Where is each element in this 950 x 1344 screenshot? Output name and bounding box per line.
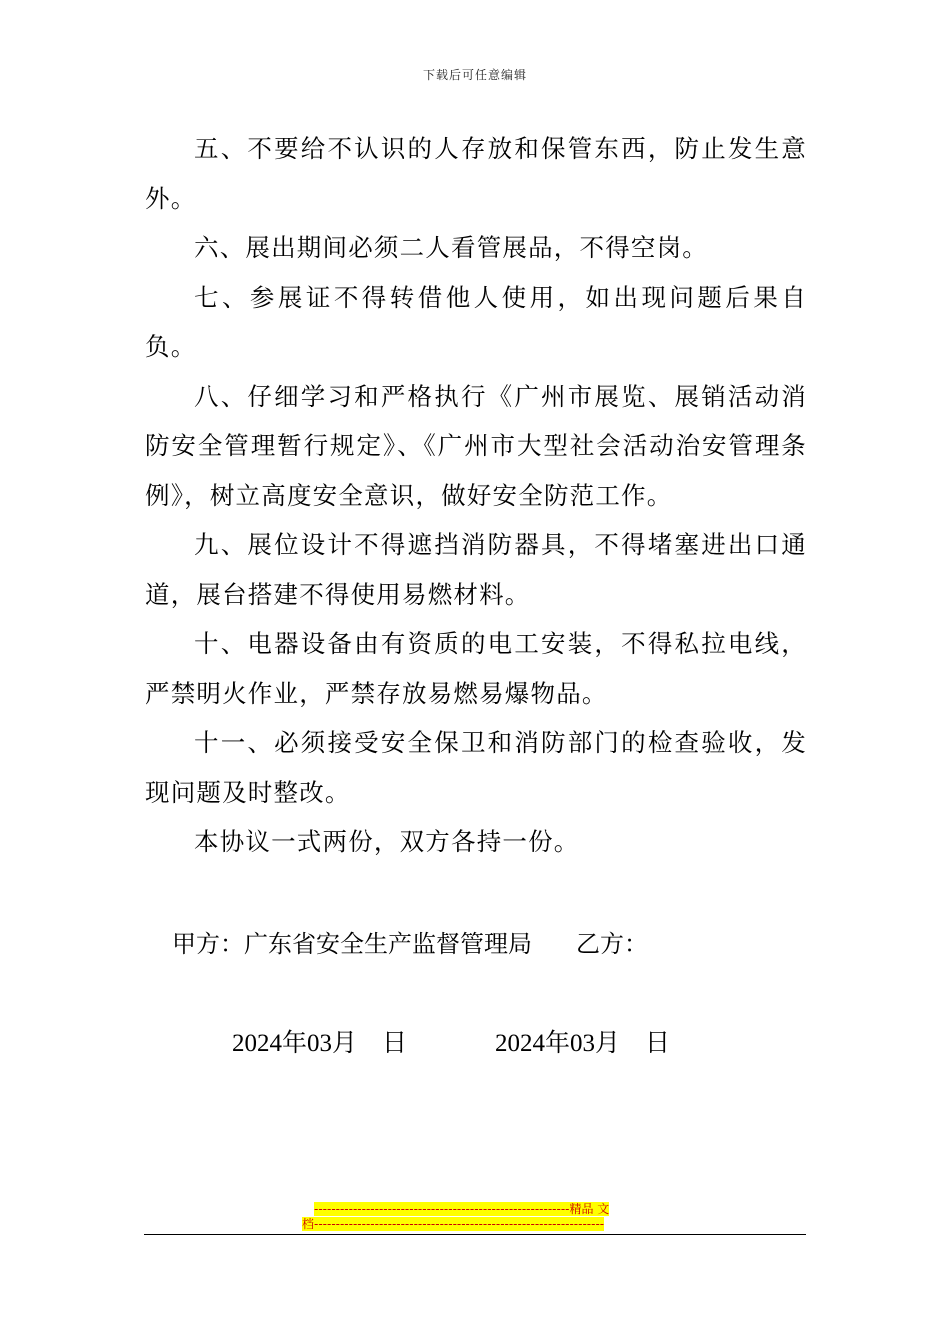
party-b-date: 2024年03月 日 <box>495 1030 671 1057</box>
footer-line-1: -----------------------------------------------------------精品 文 <box>314 1202 610 1216</box>
party-a-label: 甲方：广东省安全生产监督管理局 <box>172 930 532 958</box>
clause-8: 八、仔细学习和严格执行《广州市展览、展销活动消防安全管理暂行规定》、《广州市大型社会活动治安管理条例》，树立高度安全意识，做好安全防范工作。 <box>145 381 807 510</box>
clause-7: 七、参展证不得转借他人使用，如出现问题后果自负。 <box>145 282 807 361</box>
footer-watermark <box>302 1202 650 1232</box>
clause-10: 十、电器设备由有资质的电工安装，不得私拉电线，严禁明火作业，严禁存放易燃易爆物品。 <box>145 629 807 708</box>
party-b-label: 乙方： <box>576 930 648 958</box>
footer-line-2: 档------------------------------------------------------------------- <box>302 1217 605 1231</box>
page-header-note: 下载后可任意编辑 <box>422 68 527 82</box>
clause-6: 六、展出期间必须二人看管展品，不得空岗。 <box>194 233 708 262</box>
clause-5: 五、不要给不认识的人存放和保管东西，防止发生意外。 <box>145 134 807 213</box>
signature-row <box>172 928 648 960</box>
footer-divider <box>144 1234 806 1235</box>
clause-9: 九、展位设计不得遮挡消防器具，不得堵塞进出口通道，展台搭建不得使用易燃材料。 <box>145 530 807 609</box>
closing-statement: 本协议一式两份，双方各持一份。 <box>194 827 580 856</box>
agreement-body <box>145 124 807 867</box>
party-a-date: 2024年03月 日 <box>232 1030 408 1057</box>
clause-11: 十一、必须接受安全保卫和消防部门的检查验收，发现问题及时整改。 <box>145 728 807 807</box>
date-row <box>232 1028 670 1060</box>
